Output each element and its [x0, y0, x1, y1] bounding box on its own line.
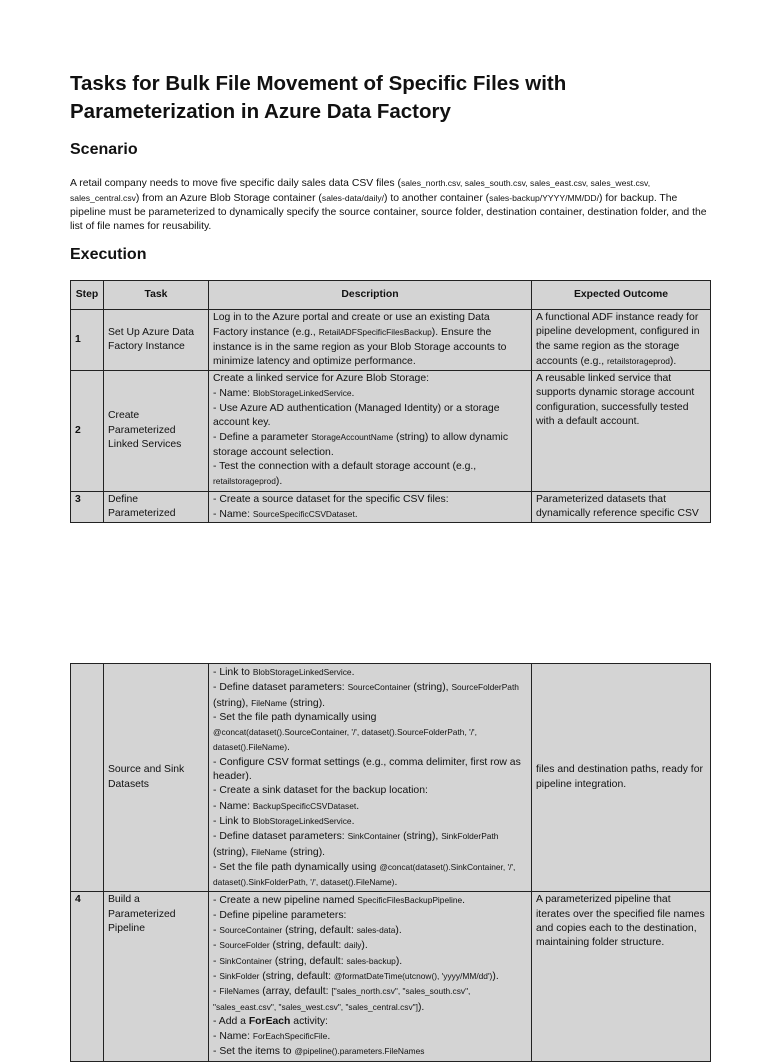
desc-code: retailstorageprod: [213, 476, 276, 487]
task-description: [209, 310, 532, 371]
desc-line: [213, 725, 527, 756]
execution-heading: Execution: [70, 246, 147, 263]
table-header-row: [71, 281, 711, 310]
task-name-text: Define Parameterized: [108, 493, 176, 519]
desc-code: StorageAccountName: [311, 432, 394, 443]
desc-line: - SourceContainer (string, default: sales-data).: [213, 925, 402, 937]
desc-text: .: [351, 815, 355, 827]
scenario-text-1: A retail company needs to move five specific daily sales data CSV files (: [70, 178, 401, 189]
desc-text: - Name:: [213, 388, 253, 400]
desc-text: - Add a: [213, 1015, 249, 1027]
desc-code: @formatDateTime(utcnow(), 'yyyy/MM/dd'): [333, 970, 493, 981]
table-row: [71, 371, 711, 491]
header-step: Step: [71, 281, 104, 310]
scenario-text-4: ) for backup. The pipeline must be parameterized to dynamically specify the source container, source folder, destination container, destination folder, and the list of file names for reusability.: [70, 193, 707, 232]
desc-code: SourceContainer: [219, 925, 283, 936]
scenario-heading: Scenario: [70, 141, 138, 158]
tasks-table-continued: [70, 663, 711, 1062]
desc-text: - Name:: [213, 1031, 253, 1043]
desc-line: - Configure CSV format settings (e.g., comma delimiter, first row as header).: [213, 756, 521, 783]
desc-text: .: [354, 508, 358, 520]
desc-code: BlobStorageLinkedService: [252, 388, 352, 399]
scenario-source-path: sales-data/daily/: [321, 193, 385, 203]
task-description: [209, 892, 532, 1061]
scenario-text-3: ) to another container (: [384, 193, 490, 204]
desc-line: [213, 507, 527, 521]
desc-text: - Test the connection with a default storage account (e.g.,: [213, 460, 477, 472]
desc-code: BackupSpecificCSVDataset: [252, 800, 357, 811]
task-outcome: [532, 310, 711, 371]
outcome-text: A functional ADF instance ready for pipeline development, configured in the same region as the storage accounts (e.g.,: [536, 312, 700, 367]
desc-text: - Set the file path dynamically using: [213, 861, 380, 873]
scenario-destination-path: sales-backup/YYYY/MM/DD/: [489, 193, 599, 203]
scenario-paragraph: [70, 176, 710, 234]
desc-code: SourceFolderPath: [451, 682, 519, 693]
desc-text: - Define a parameter: [213, 432, 312, 444]
desc-code: SourceFolder: [219, 940, 270, 951]
header-task: Task: [104, 281, 209, 310]
header-outcome: Expected Outcome: [532, 281, 711, 310]
task-name: Source and Sink Datasets: [104, 664, 209, 892]
desc-line: - Create a source dataset for the specific CSV files:: [213, 493, 449, 505]
scenario-text-2: ) from an Azure Blob Storage container (: [135, 193, 322, 204]
step-number: 2: [71, 371, 104, 491]
desc-text: .: [327, 1031, 331, 1043]
desc-text: .: [356, 800, 360, 812]
desc-bold: ForEach: [248, 1015, 291, 1027]
desc-text: .: [287, 742, 290, 754]
desc-text: - Name:: [213, 508, 253, 520]
desc-clip: [213, 493, 527, 521]
table-row: [71, 664, 711, 892]
desc-code: @pipeline().parameters.FileNames: [294, 1046, 425, 1057]
desc-line: [213, 814, 527, 829]
desc-text: activity:: [290, 1015, 328, 1027]
desc-text: - Link to: [213, 815, 253, 827]
desc-text: (string),: [410, 682, 452, 694]
desc-text: ).: [395, 925, 402, 937]
desc-code: SinkContainer: [347, 831, 401, 842]
desc-text: - Create a new pipeline named: [213, 895, 358, 907]
desc-code: RetailADFSpecificFilesBackup: [318, 327, 432, 338]
desc-code: FileName: [251, 697, 287, 708]
desc-line: [213, 860, 527, 891]
desc-line: [213, 665, 527, 680]
desc-line: - SinkFolder (string, default: @formatDateTime(utcnow(), 'yyyy/MM/dd')).: [213, 970, 499, 982]
desc-code: @concat(dataset().SinkContainer, '/', dataset().SinkFolderPath, '/', dataset().FileName): [213, 861, 516, 888]
desc-line: - Create a sink dataset for the backup location:: [213, 785, 428, 797]
desc-text: - Link to: [213, 667, 253, 678]
task-description: [209, 491, 532, 522]
task-name: Create Parameterized Linked Services: [104, 371, 209, 491]
outcome-code: retailstorageprod: [607, 355, 670, 366]
desc-text: (string).: [286, 697, 326, 709]
desc-code: sales-data: [356, 925, 396, 936]
desc-text: .: [351, 388, 355, 400]
document-title: Tasks for Bulk File Movement of Specific Files with Parameterization in Azure Data Factory: [70, 72, 567, 123]
step-number: 3: [71, 491, 104, 522]
desc-text: (string, default:: [282, 925, 357, 937]
task-outcome: A reusable linked service that supports dynamic storage account configuration, successfully tested with a default account.: [532, 371, 711, 491]
desc-text: .: [394, 877, 398, 889]
desc-line: [213, 799, 527, 814]
desc-text: (string).: [286, 846, 326, 858]
step-number-empty: [71, 664, 104, 892]
task-name: Set Up Azure Data Factory Instance: [104, 310, 209, 371]
desc-text: ).: [492, 970, 499, 982]
desc-line: [213, 829, 527, 860]
desc-code: SourceContainer: [347, 682, 411, 693]
desc-line: - FileNames (array, default: ["sales_north.csv", "sales_south.csv", "sales_east.csv", "sales_west.csv", "sales_central.csv"]).: [213, 986, 471, 1013]
desc-text: (string, default:: [269, 940, 345, 952]
desc-code: SpecificFilesBackupPipeline: [357, 895, 463, 906]
desc-line: [213, 386, 527, 401]
desc-line: - Use Azure AD authentication (Managed Identity) or a storage account key.: [213, 402, 500, 429]
table-row: [71, 310, 711, 371]
desc-line: - Define pipeline parameters:: [213, 909, 347, 921]
desc-line: [213, 1029, 527, 1044]
desc-line: Create a linked service for Azure Blob Storage:: [213, 373, 430, 385]
scenario-files: sales_north.csv, sales_south.csv, sales_east.csv, sales_west.csv, sales_central.csv: [70, 178, 651, 203]
desc-line: [213, 1044, 527, 1059]
desc-text: (string, default:: [259, 970, 334, 982]
task-outcome: [532, 491, 711, 522]
outcome-text: Parameterized datasets that dynamically reference specific CSV: [536, 493, 699, 519]
desc-text: (string, default:: [271, 955, 347, 967]
desc-text: (string),: [400, 831, 442, 843]
desc-text: (array, default:: [259, 986, 332, 998]
table-row: [71, 892, 711, 1061]
desc-code: BlobStorageLinkedService: [252, 815, 352, 826]
desc-text: (string),: [213, 697, 252, 709]
desc-code: FileNames: [219, 986, 260, 997]
desc-text: (string),: [213, 846, 252, 858]
task-outcome: A parameterized pipeline that iterates over the specified file names and copies each to the destination, maintaining folder structure.: [532, 892, 711, 1061]
desc-text: .: [462, 895, 466, 907]
desc-text: - Name:: [213, 800, 253, 812]
desc-code: SourceSpecificCSVDataset: [252, 508, 355, 519]
desc-text: ). Ensure the instance is in the same region as your Blob Storage accounts to minimize latency and optimize performance.: [213, 327, 507, 367]
task-description: [209, 371, 532, 491]
desc-line: [213, 680, 527, 711]
task-name: Build a Parameterized Pipeline: [104, 892, 209, 1061]
desc-line: [213, 460, 527, 490]
task-description: [209, 664, 532, 892]
desc-text: Log in to the Azure portal and create or use an existing Data Factory instance (e.g.,: [213, 312, 490, 339]
desc-line: [213, 1015, 527, 1029]
desc-line: - Set the file path dynamically using: [213, 711, 377, 723]
desc-line: - SinkContainer (string, default: sales-backup).: [213, 955, 403, 967]
desc-code: SinkFolder: [219, 970, 260, 981]
desc-text: (string) to allow dynamic storage account selection.: [213, 432, 509, 458]
desc-line: [213, 893, 527, 908]
desc-code: ["sales_north.csv", "sales_south.csv", "sales_east.csv", "sales_west.csv", "sales_central.csv"]: [213, 986, 471, 1012]
table-row: [71, 491, 711, 522]
desc-text: ).: [417, 1001, 425, 1013]
desc-text: - Define dataset parameters:: [213, 682, 348, 694]
task-name: [104, 491, 209, 522]
desc-code: SinkFolderPath: [441, 831, 499, 842]
header-description: Description: [209, 281, 532, 310]
desc-code: SinkContainer: [219, 955, 272, 966]
desc-code: daily: [344, 940, 362, 951]
desc-code: BlobStorageLinkedService: [252, 667, 352, 677]
step-number: 1: [71, 310, 104, 371]
desc-text: ).: [361, 940, 368, 952]
desc-line: - SourceFolder (string, default: daily).: [213, 940, 368, 952]
desc-code: FileName: [251, 846, 287, 857]
desc-text: .: [351, 667, 355, 678]
desc-text: - Set the items to: [213, 1046, 295, 1058]
desc-code: @concat(dataset().SourceContainer, '/', dataset().SourceFolderPath, '/', dataset().FileName): [213, 727, 477, 753]
desc-code: ForEachSpecificFile: [252, 1031, 328, 1042]
desc-text: ).: [395, 955, 403, 967]
step-number: 4: [71, 892, 104, 1061]
desc-text: ).: [275, 476, 283, 488]
task-outcome: files and destination paths, ready for pipeline integration.: [532, 664, 711, 892]
desc-text: - Define dataset parameters:: [213, 831, 348, 843]
desc-line: [213, 430, 527, 460]
outcome-text: ).: [669, 355, 677, 367]
tasks-table: [70, 280, 711, 523]
desc-code: sales-backup: [346, 955, 396, 966]
